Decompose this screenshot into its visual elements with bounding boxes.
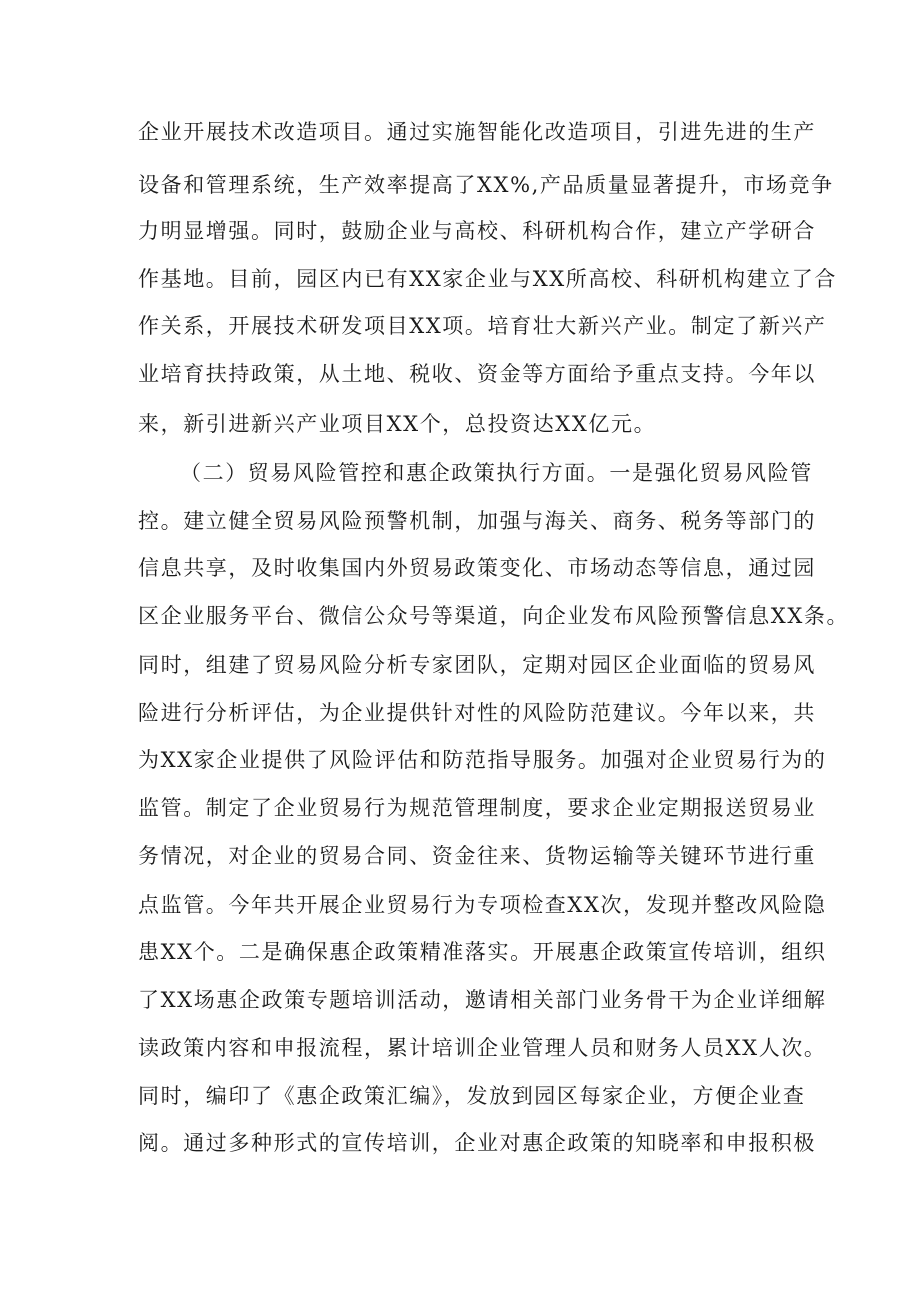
- paragraph-line: 务情况，对企业的贸易合同、资金往来、货物运输等关键环节进行重: [138, 844, 816, 868]
- paragraph-line: 作关系，开展技术研发项目XX项。培育壮大新兴产业。制定了新兴产: [138, 314, 827, 338]
- paragraph-line: 险进行分析评估，为企业提供针对性的风险防范建议。今年以来，共: [138, 701, 816, 725]
- paragraph-line: 监管。制定了企业贸易行为规范管理制度，要求企业定期报送贸易业: [138, 796, 816, 820]
- paragraph-line: 作基地。目前，园区内已有XX家企业与XX所高校、科研机构建立了合: [138, 267, 837, 291]
- paragraph-line: 企业开展技术改造项目。通过实施智能化改造项目，引进先进的生产: [138, 120, 816, 144]
- paragraph-line: 信息共享，及时收集国内外贸易政策变化、市场动态等信息，通过园: [138, 556, 816, 580]
- paragraph-line: 点监管。今年共开展企业贸易行为专项检查XX次，发现并整改风险隐: [138, 893, 827, 917]
- paragraph-line: 同时，组建了贸易风险分析专家团队，定期对园区企业面临的贸易风: [138, 653, 816, 677]
- paragraph-line: 了XX场惠企政策专题培训活动，邀请相关部门业务骨干为企业详细解: [138, 988, 827, 1012]
- paragraph-line: 读政策内容和申报流程，累计培训企业管理人员和财务人员XX人次。: [138, 1036, 827, 1060]
- paragraph-line: 控。建立健全贸易风险预警机制，加强与海关、商务、税务等部门的: [138, 509, 816, 533]
- paragraph-line: 业培育扶持政策，从土地、税收、资金等方面给予重点支持。今年以: [138, 362, 816, 386]
- paragraph-line: 来，新引进新兴产业项目XX个，总投资达XX亿元。: [138, 412, 657, 436]
- paragraph-line: 同时，编印了《惠企政策汇编》，发放到园区每家企业，方便企业查: [138, 1084, 806, 1108]
- paragraph-line: 阅。通过多种形式的宣传培训，企业对惠企政策的知晓率和申报积极: [138, 1131, 816, 1155]
- paragraph-line: 设备和管理系统，生产效率提高了XX%,产品质量显著提升，市场竞争: [138, 173, 834, 197]
- section-heading-line: （二）贸易风险管控和惠企政策执行方面。一是强化贸易风险管: [180, 461, 813, 485]
- paragraph-line: 为XX家企业提供了风险评估和防范指导服务。加强对企业贸易行为的: [138, 748, 827, 772]
- paragraph-line: 患XX个。二是确保惠企政策精准落实。开展惠企政策宣传培训，组织: [138, 940, 827, 964]
- paragraph-line: 力明显增强。同时，鼓励企业与高校、科研机构合作，建立产学研合: [138, 219, 816, 243]
- paragraph-line: 区企业服务平台、微信公众号等渠道，向企业发布风险预警信息XX条。: [138, 604, 850, 628]
